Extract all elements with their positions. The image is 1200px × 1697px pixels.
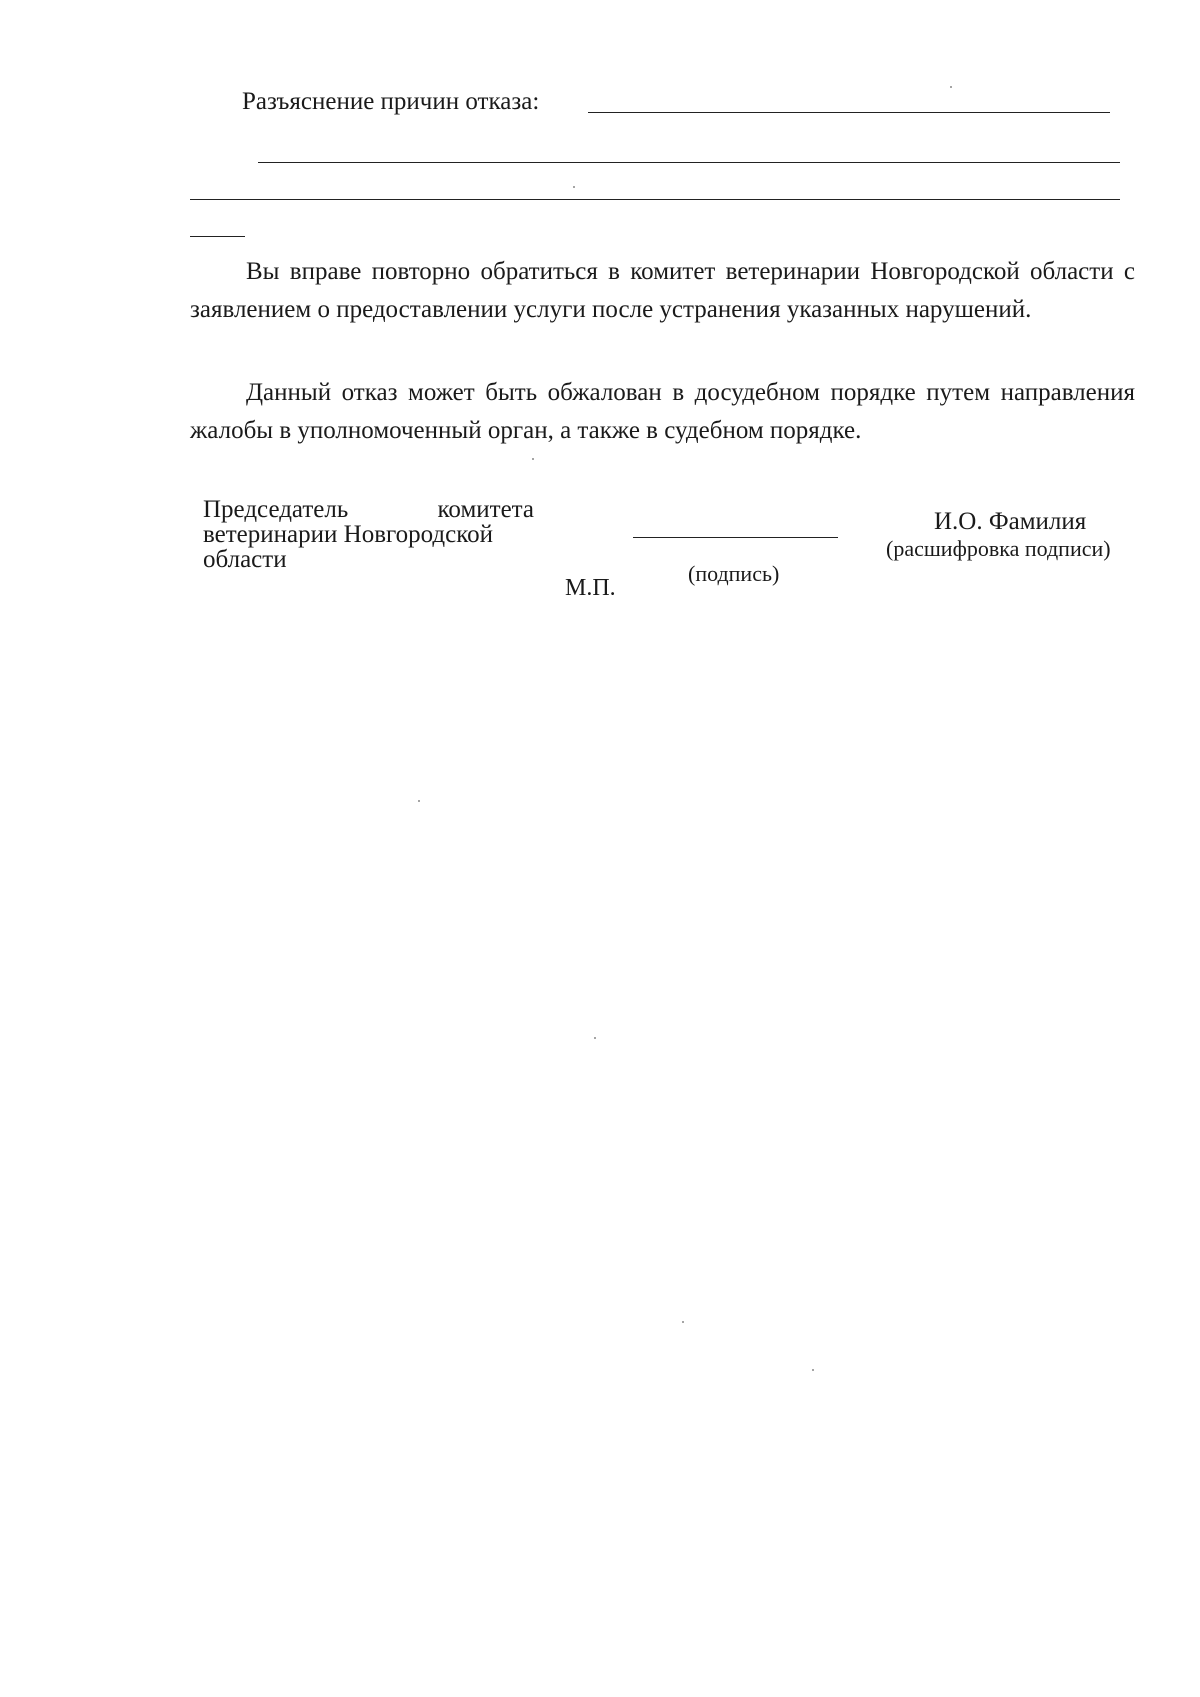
- stamp-placeholder: М.П.: [565, 575, 616, 601]
- refusal-reason-blank-line-4: [190, 236, 245, 237]
- signature-line: [633, 537, 838, 538]
- reapply-paragraph: Вы вправе повторно обратиться в комитет ветеринарии Новгородской области с заявлением о предоставлении услуги после устранения указанных нарушений.: [190, 258, 1135, 323]
- scan-speck: [812, 1369, 814, 1371]
- scan-speck: [682, 1321, 684, 1323]
- signature-caption: (подпись): [688, 561, 780, 586]
- scan-speck: [573, 186, 575, 188]
- scan-speck: [950, 86, 952, 88]
- refusal-reason-label: Разъяснение причин отказа:: [242, 88, 540, 115]
- refusal-reason-blank-line-3: [190, 199, 1120, 200]
- position-line-2: ветеринарии Новгородской: [203, 521, 493, 548]
- scan-speck: [532, 458, 534, 460]
- position-word-chairman: Председатель: [203, 496, 349, 523]
- signatory-name: И.О. Фамилия: [934, 508, 1087, 535]
- name-caption: (расшифровка подписи): [886, 536, 1111, 561]
- signatory-position: [203, 497, 534, 572]
- refusal-reason-blank-line-1: [588, 112, 1110, 113]
- scan-speck: [594, 1037, 596, 1039]
- refusal-reason-blank-line-2: [258, 162, 1120, 163]
- appeal-paragraph: Данный отказ может быть обжалован в досудебном порядке путем направления жалобы в уполномоченный орган, а также в судебном порядке.: [190, 379, 1135, 444]
- position-line-3: области: [203, 546, 287, 573]
- scan-speck: [418, 800, 420, 802]
- position-word-committee: комитета: [437, 496, 534, 523]
